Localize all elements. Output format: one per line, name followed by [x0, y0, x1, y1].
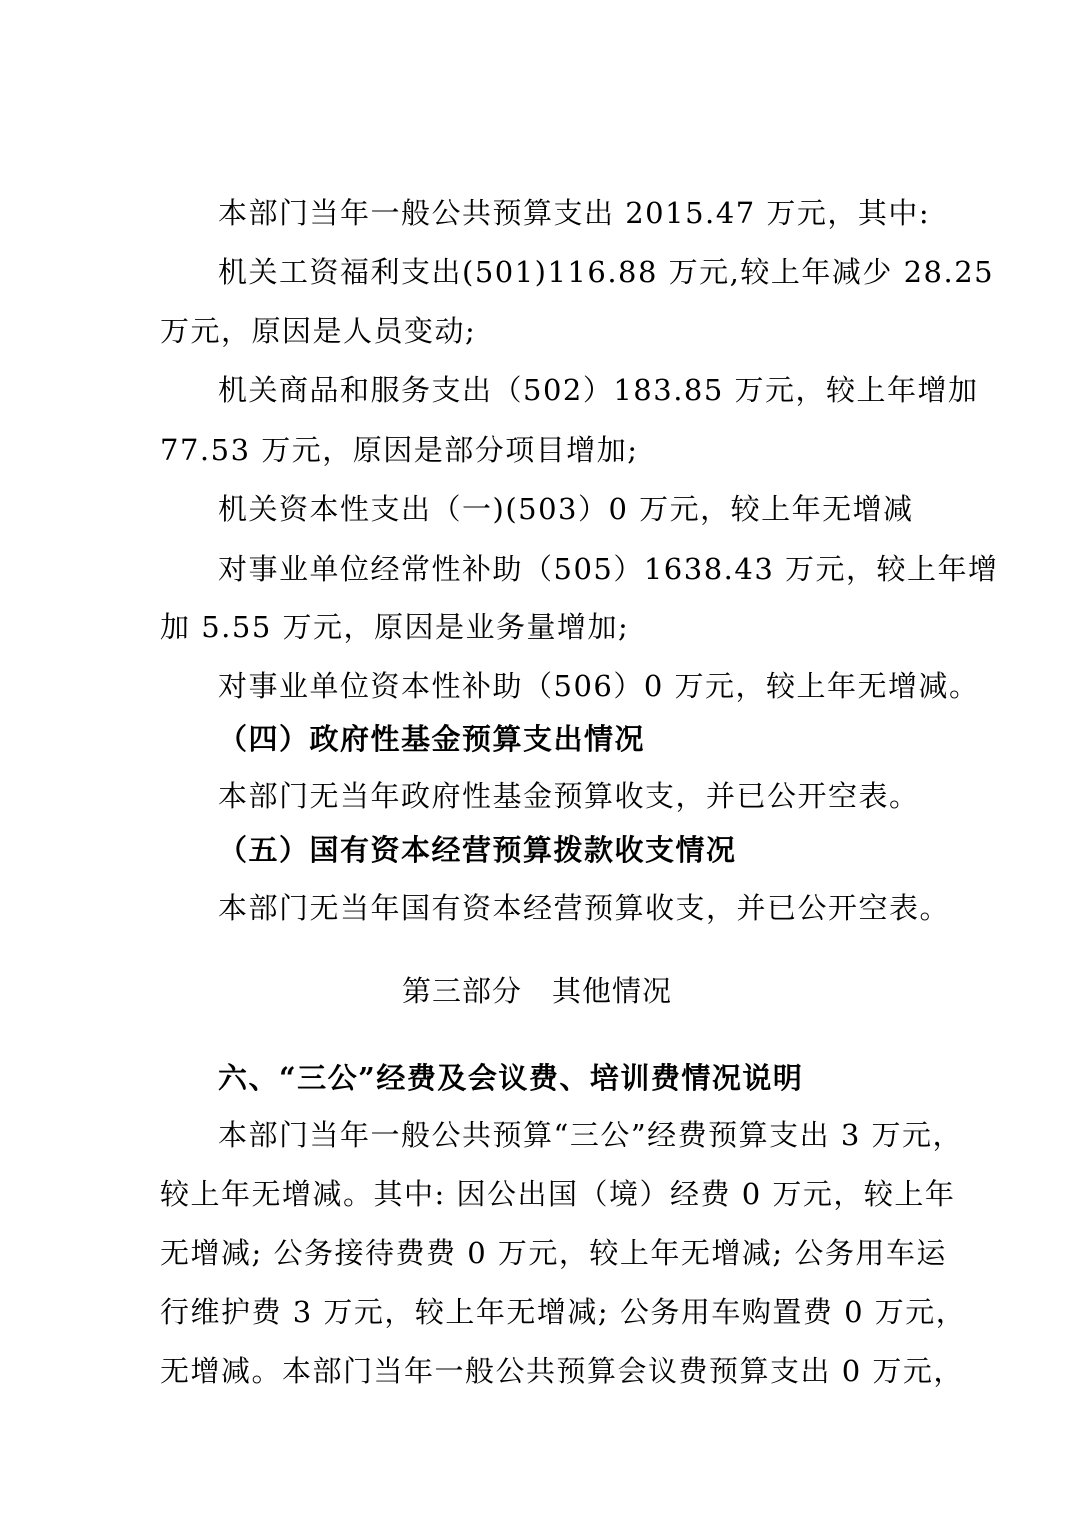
paragraph-line: 行维护费 3 万元，较上年无增减; 公务用车购置费 0 万元， [160, 1295, 967, 1329]
section-heading-six: 六、“三公”经费及会议费、培训费情况说明 [218, 1061, 804, 1095]
paragraph-line: 本部门无当年国有资本经营预算收支，并已公开空表。 [218, 891, 951, 925]
section-heading-five: （五）国有资本经营预算拨款收支情况 [218, 833, 737, 867]
paragraph-line: 万元，原因是人员变动; [160, 314, 477, 348]
paragraph-line: 较上年无增减。其中: 因公出国（境）经费 0 万元，较上年 [160, 1177, 956, 1211]
paragraph-line: 对事业单位经常性补助（505）1638.43 万元，较上年增 [218, 552, 999, 586]
paragraph-line: 机关工资福利支出(501)116.88 万元,较上年减少 28.25 [218, 255, 995, 289]
paragraph-line: 本部门当年一般公共预算支出 2015.47 万元，其中: [218, 196, 931, 230]
paragraph-line: 本部门无当年政府性基金预算收支，并已公开空表。 [218, 779, 920, 813]
paragraph-line: 77.53 万元，原因是部分项目增加; [160, 433, 639, 467]
paragraph-line: 机关资本性支出（一)(503）0 万元，较上年无增减 [218, 492, 914, 526]
paragraph-line: 无增减; 公务接待费费 0 万元，较上年无增减; 公务用车运 [160, 1236, 947, 1270]
paragraph-line: 对事业单位资本性补助（506）0 万元，较上年无增减。 [218, 669, 980, 703]
paragraph-line: 机关商品和服务支出（502）183.85 万元，较上年增加 [218, 373, 979, 407]
paragraph-line: 加 5.55 万元，原因是业务量增加; [160, 610, 630, 644]
paragraph-line: 本部门当年一般公共预算“三公”经费预算支出 3 万元， [218, 1118, 964, 1152]
part-three-title: 第三部分 其他情况 [401, 974, 672, 1008]
section-heading-four: （四）政府性基金预算支出情况 [218, 722, 646, 756]
paragraph-line: 无增减。本部门当年一般公共预算会议费预算支出 0 万元， [160, 1354, 964, 1388]
